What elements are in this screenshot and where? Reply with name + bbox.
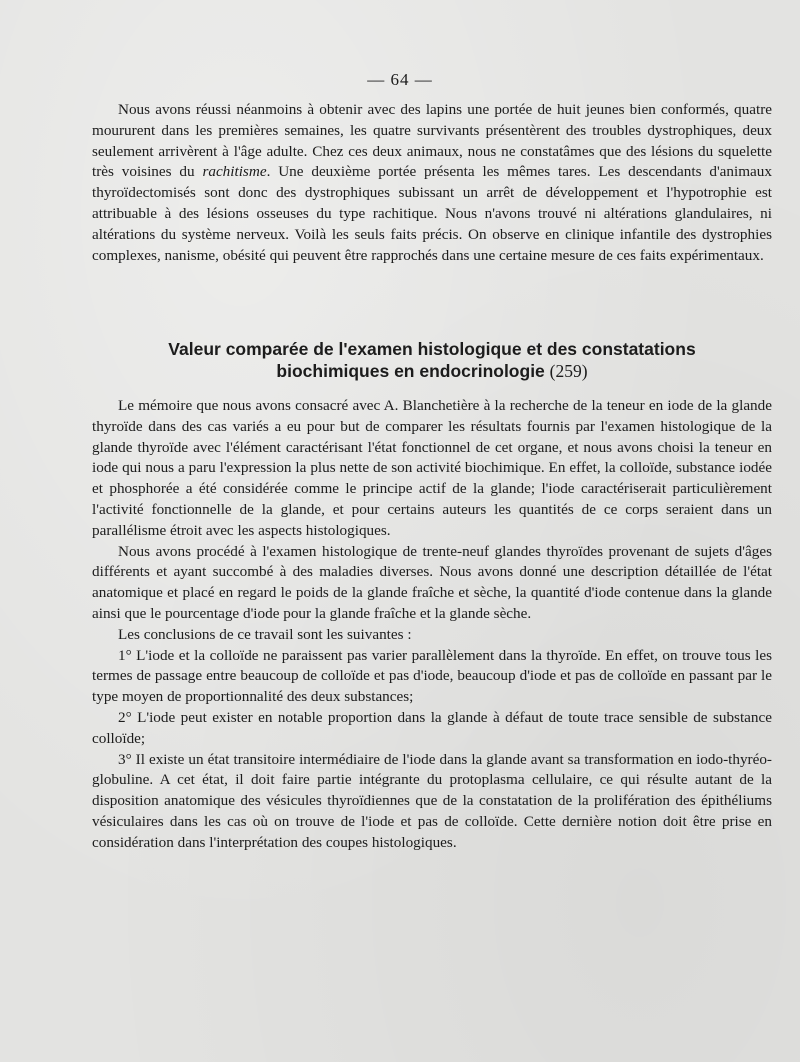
- page-number: — 64 —: [367, 70, 433, 89]
- section-title-line-1: Valeur comparée de l'examen histologique et des constatations: [168, 339, 696, 359]
- paragraph-memoire: Le mémoire que nous avons consacré avec A. Blanchetière à la recherche de la teneur en iode de la glande thyroïde dans des cas variés a eu pour but de comparer les résultats fournis par l'examen histologique de la glande thyroïde avec l'élément caractérisant l'état fonctionnel de cet organe, et nous avons choisi la teneur en iode qui nous a paru l'expression la plus nette de son activité biochimique. En effet, la colloïde, substance iodée et phosphorée a été considérée comme le principe actif de la glande; l'iode caractériserait particulièrement l'activité fonctionnelle de la glande, et pour certains auteurs les quantités de ce corps seraient dans un parallélisme étroit avec les aspects histologiques.: [92, 397, 772, 539]
- conclusion-item-3: 3° Il existe un état transitoire intermédiaire de l'iode dans la glande avant sa transformation en iodo-thyréo-globuline. A cet état, il doit faire partie intégrante du protoplasma cellulaire, ce qui résulte autant de la disposition anatomique des vésicules thyroïdiennes que de la constatation de la prolifération des épithéliums vésiculaires dans les cas où on trouve de l'iode et pas de colloïde. Cette dernière notion doit être prise en considération dans l'interprétation des coupes histologiques.: [92, 750, 772, 851]
- conclusions-list: [92, 646, 772, 854]
- paragraph-procede: Nous avons procédé à l'examen histologique de trente-neuf glandes thyroïdes provenant de sujets d'âges différents et ayant succombé à des maladies diverses. Nous avons donné une description détaillée de l'état anatomique et placé en regard le poids de la glande fraîche et sèche, la quantité d'iode contenue dans la glande ainsi que le pourcentage d'iode pour la glande fraîche et la glande sèche.: [92, 542, 772, 622]
- emphasis-rachitisme: rachitisme: [202, 163, 267, 181]
- section-heading: [92, 338, 772, 382]
- section-title-line-2: [92, 360, 772, 382]
- intro-section: [92, 100, 772, 266]
- body-section: [92, 396, 772, 854]
- section-reference: (259): [549, 361, 588, 381]
- section-title-line-2-text: biochimiques en endocrinologie: [276, 361, 545, 381]
- conclusion-item-2: 2° L'iode peut exister en notable proportion dans la glande à défaut de toute trace sensible de substance colloïde;: [92, 708, 772, 747]
- conclusion-item-1: 1° L'iode et la colloïde ne paraissent pas varier parallèlement dans la thyroïde. En effet, on trouve tous les termes de passage entre beaucoup de colloïde et pas d'iode, beaucoup d'iode et pas de colloïde en passant par le type moyen de proportionnalité des deux substances;: [92, 646, 772, 706]
- intro-paragraph: Nous avons réussi néanmoins à obtenir avec des lapins une portée de huit jeunes bien conformés, quatre moururent dans les premières semaines, les quatre survivants présentèrent des troubles dystrophiques, deux seulement arrivèrent à l'âge adulte. Chez ces deux animaux, nous ne constatâmes que des lésions du squelette très voisines du rachitisme. Une deuxième portée présenta les mêmes tares. Les descendants d'animaux thyroïdectomisés sont donc des dystrophiques subissant un arrêt de développement et l'hypotrophie est attribuable à des lésions osseuses du type rachitique. Nous n'avons trouvé ni altérations glandulaires, ni altérations du système nerveux. Voilà les seuls faits précis. On observe en clinique infantile des dystrophies complexes, nanisme, obésité qui peuvent être rapprochés dans une certaine mesure de ces faits expérimentaux.: [92, 101, 772, 264]
- paragraph-conclusions-intro: Les conclusions de ce travail sont les suivantes :: [118, 625, 412, 643]
